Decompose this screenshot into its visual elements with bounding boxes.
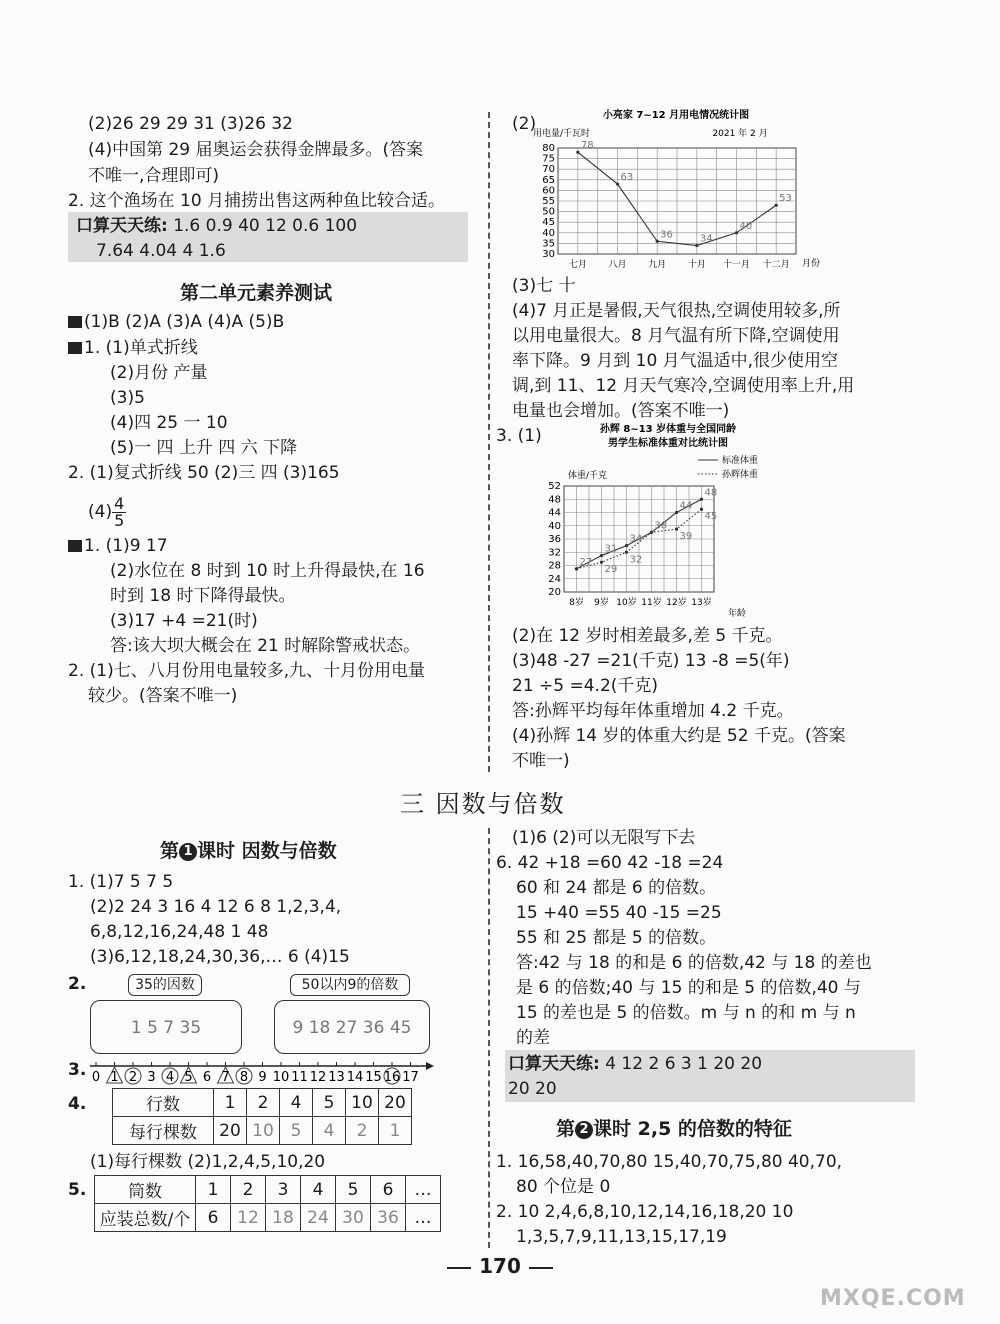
answer-line: (2)2 24 3 16 4 12 6 8 1,2,3,4, [90, 897, 342, 917]
table-cell: 4 [313, 1117, 346, 1145]
chart-data-point [675, 527, 678, 530]
chart-x-tick-label: 9岁 [594, 598, 609, 608]
chart-data-point [675, 511, 678, 514]
answer-line: 1. (1)单式折线 [68, 336, 198, 360]
answer-line: 调,到 11、12 月天气寒冷,空调使用率上升,用 [512, 376, 855, 396]
answer-line: 1. 16,58,40,70,80 15,40,70,75,80 40,70, [496, 1152, 843, 1172]
table-cell: 1 [379, 1117, 412, 1145]
chart-y-tick-label: 70 [542, 164, 555, 176]
answer-line: 2. 10 2,4,6,8,10,12,14,16,18,20 10 [496, 1202, 794, 1222]
table-cell: 4 [301, 1176, 336, 1204]
answer-line: (4)四 25 一 10 [110, 413, 228, 433]
chart-x-tick-label: 九月 [648, 260, 667, 270]
weight-chart [538, 420, 788, 620]
chart-data-point [775, 204, 778, 207]
watermark-logo [800, 1238, 990, 1316]
column-divider-top [488, 112, 490, 772]
answer-line: 3. (1) [496, 426, 542, 446]
number-line-label: 3 [147, 1070, 156, 1085]
chart-data-point [576, 151, 579, 154]
chart-data-point [735, 231, 738, 234]
chart-y-tick-label: 52 [548, 481, 561, 492]
answer-line: (1)6 (2)可以无限写下去 [512, 828, 696, 848]
chart-data-point [700, 498, 703, 501]
chart-x-axis-label: 年龄 [728, 609, 747, 619]
number-line-arrow-icon [426, 1062, 434, 1070]
table-cell: … [406, 1204, 441, 1232]
chart-data-label: 48 [704, 487, 718, 499]
answer-line: 1. (1)9 17 [68, 534, 168, 558]
chart-y-tick-label: 40 [542, 227, 555, 239]
chart-title: 孙辉 8~13 岁体重与全国同龄 [599, 424, 737, 435]
chart-y-tick-label: 20 [548, 587, 561, 598]
legend-entry: 标准体重 [722, 456, 759, 466]
chart-data-point [700, 508, 703, 511]
number-line-label: 11 [291, 1070, 308, 1085]
number-line-label: 17 [402, 1070, 419, 1085]
lesson-number-badge: 2 [575, 1121, 593, 1139]
unit-title: 三 因数与倍数 [400, 790, 566, 818]
chart-y-tick-label: 28 [548, 560, 561, 572]
multiples-set-label: 50以内9的倍数 [290, 974, 410, 996]
answer-line: 1,3,5,7,9,11,13,15,17,19 [516, 1227, 727, 1247]
table-cell: 30 [336, 1204, 371, 1232]
chart-data-label: 34 [629, 533, 643, 545]
chart-x-tick-label: 10岁 [616, 598, 637, 608]
chart-subtitle: 男学生标准体重对比统计图 [608, 438, 728, 449]
number-line-label: 16 [383, 1070, 401, 1085]
table-cell: 6 [196, 1204, 231, 1232]
chart-y-tick-label: 30 [542, 249, 555, 260]
chart-data-label: 63 [620, 172, 634, 184]
chart-x-tick-label: 七月 [568, 260, 587, 270]
number-line-label: 5 [184, 1070, 193, 1085]
chart-data-label: 53 [779, 193, 792, 205]
chart-x-axis-label: 月份 [802, 259, 821, 269]
answer-line: 以用电量很大。8 月气温有所下降,空调使用 [512, 326, 840, 346]
section-two-marker-icon [68, 342, 82, 354]
answer-line: (3)48 -27 =21(千克) 13 -8 =5(年) [512, 651, 790, 671]
answer-line: 时到 18 时下降得最快。 [110, 586, 296, 606]
oral-practice-label: 口算天天练: [76, 216, 168, 236]
chart-data-label: 40 [739, 220, 753, 232]
table-cell: 3 [266, 1176, 301, 1204]
number-line-label: 4 [165, 1070, 175, 1085]
answer-line: (2)水位在 8 时到 10 时上升得最快,在 16 [110, 561, 425, 581]
chart-y-tick-label: 55 [542, 196, 555, 207]
table-cell: 2 [231, 1176, 266, 1204]
oral-practice-line: 20 20 [508, 1079, 557, 1099]
chart-y-tick-label: 40 [548, 520, 561, 532]
answer-line: (3)七 十 [512, 276, 576, 296]
table-cell: 1 [214, 1089, 247, 1117]
lesson-title: 第 1 课时 因数与倍数 [160, 840, 337, 862]
chart-y-axis-label: 用电量/千瓦时 [533, 129, 591, 139]
question-number: 4. [68, 1094, 87, 1114]
answer-line: (2) [512, 114, 537, 134]
answer-line: 2. (1)七、八月份用电量较多,九、十月份用电量 [68, 661, 426, 681]
chart-y-tick-label: 48 [548, 494, 561, 506]
number-line-label: 15 [365, 1070, 382, 1085]
chart-data-point [650, 531, 653, 534]
chart-data-point [695, 244, 698, 247]
table-cell: 6 [371, 1176, 406, 1204]
answer-line: 21 ÷5 =4.2(千克) [512, 676, 659, 696]
lesson-number-badge: 1 [179, 843, 197, 861]
answer-line: (3)5 [110, 388, 145, 408]
chart-title: 小亮家 7~12 月用电情况统计图 [602, 110, 750, 121]
chart-y-tick-label: 32 [548, 547, 561, 559]
chart-x-tick-label: 十月 [687, 260, 706, 270]
chart-y-tick-label: 65 [542, 174, 555, 186]
answer-line: 80 个位是 0 [516, 1177, 611, 1197]
chart-data-point [656, 240, 659, 243]
chart-y-tick-label: 50 [542, 206, 555, 218]
chart-x-tick-label: 11岁 [641, 598, 662, 608]
chart-x-tick-label: 13岁 [691, 598, 712, 608]
answer-line: (5)一 四 上升 四 六 下降 [110, 438, 298, 458]
chart-y-tick-label: 44 [548, 507, 561, 519]
answer-line: (1)B (2)A (3)A (4)A (5)B [68, 310, 284, 334]
table-cell: 2 [247, 1089, 280, 1117]
fraction: $\frac{4}{5}$ [114, 493, 125, 530]
chart-data-point [616, 182, 619, 185]
table-cell: 20 [379, 1089, 412, 1117]
answer-line: (4) $\frac{4}{5}$ [88, 493, 125, 530]
chart-data-label: 39 [679, 531, 693, 543]
number-line-label: 14 [346, 1070, 364, 1085]
answer-line: (3)17 +4 =21(时) [110, 611, 258, 631]
oral-practice-line: 口算天天练: 1.6 0.9 40 12 0.6 100 [76, 216, 358, 236]
chart-x-tick-label: 十二月 [762, 260, 790, 270]
answer-line: (2)在 12 岁时相差最多,差 5 千克。 [512, 626, 783, 646]
question-number: 3. [68, 1060, 87, 1080]
chart-data-label: 29 [604, 564, 618, 576]
chart-y-axis-label: 体重/千克 [568, 471, 608, 481]
table-cell: 20 [214, 1117, 247, 1145]
chart-x-tick-label: 十一月 [722, 260, 751, 270]
answer-line: 2. 这个渔场在 10 月捕捞出售这两种鱼比较合适。 [68, 191, 446, 211]
chart-y-tick-label: 24 [548, 573, 561, 585]
number-line-label: 9 [258, 1070, 267, 1085]
answer-line: 2. (1)复式折线 50 (2)三 四 (3)165 [68, 463, 340, 483]
cans-table [94, 1175, 441, 1232]
chart-y-tick-label: 35 [542, 238, 555, 250]
chart-x-tick-label: 八月 [608, 260, 627, 270]
chart-data-label: 36 [660, 229, 673, 241]
answer-line: 的差 [516, 1028, 550, 1048]
chart-data-point [625, 544, 628, 547]
table-cell: … [406, 1176, 441, 1204]
answer-line: (3)6,12,18,24,30,36,… 6 (4)15 [90, 947, 350, 967]
answer-line: 60 和 24 都是 6 的倍数。 [516, 878, 717, 898]
number-line-label: 6 [202, 1070, 212, 1085]
oral-practice-line: 口算天天练: 4 12 2 6 3 1 20 20 [508, 1054, 763, 1074]
answer-line: (4)7 月正是暑假,天气很热,空调使用较多,所 [512, 301, 841, 321]
chart-y-tick-label: 80 [542, 143, 555, 154]
table-header-cell: 应装总数/个 [95, 1204, 196, 1232]
chart-data-label: 44 [679, 500, 693, 512]
lesson-title: 第 2 课时 2,5 的倍数的特征 [556, 1118, 792, 1140]
answer-line: (2)月份 产量 [110, 363, 208, 383]
watermark-text: MXQE.COM [820, 1286, 966, 1311]
chart-data-point [600, 561, 603, 564]
section-three-marker-icon [68, 540, 82, 552]
table-header-cell: 行数 [113, 1089, 214, 1117]
number-line-label: 12 [309, 1070, 327, 1085]
table-cell: 18 [266, 1204, 301, 1232]
table-cell: 10 [247, 1117, 280, 1145]
answer-line: 答:该大坝大概会在 21 时解除警戒状态。 [110, 636, 421, 656]
table-cell: 5 [313, 1089, 346, 1117]
chart-subtitle: 2021 年 2 月 [712, 129, 768, 139]
page-number: 170 [430, 1252, 570, 1280]
table-cell: 24 [301, 1204, 336, 1232]
electricity-chart [526, 106, 826, 272]
table-header-cell: 每行棵数 [113, 1117, 214, 1145]
number-line-label: 8 [239, 1070, 249, 1085]
section-title: 第二单元素养测试 [180, 282, 333, 304]
chart-data-label: 27 [579, 556, 593, 568]
number-line-label: 2 [128, 1070, 138, 1085]
chart-data-point [600, 554, 603, 557]
chart-data-label: 31 [604, 543, 618, 555]
multiples-set-values: 9 18 27 36 45 [292, 1018, 412, 1038]
column-divider-bottom [488, 828, 490, 1248]
oral-practice-line: 7.64 4.04 4 1.6 [96, 241, 226, 261]
answer-line: 率下降。9 月到 10 月气温适中,很少使用空 [512, 351, 839, 371]
table-cell: 4 [280, 1089, 313, 1117]
number-line-label: 7 [221, 1070, 230, 1085]
answer-line: (1)每行棵数 (2)1,2,4,5,10,20 [90, 1152, 326, 1172]
answer-line: 不唯一) [512, 751, 570, 771]
section-one-marker-icon [68, 316, 82, 328]
factors-set-values: 1 5 7 35 [130, 1018, 202, 1038]
answer-line: 15 的差也是 5 的倍数。m 与 n 的和 m 与 n [516, 1003, 856, 1023]
answer-line: (4)孙辉 14 岁的体重大约是 52 千克。(答案 [512, 726, 846, 746]
chart-data-label: 78 [580, 140, 594, 152]
chart-y-tick-label: 36 [548, 534, 561, 545]
chart-x-tick-label: 8岁 [569, 598, 584, 608]
chart-y-tick-label: 45 [542, 217, 555, 229]
chart-data-label: 32 [629, 554, 643, 566]
table-cell: 10 [346, 1089, 379, 1117]
chart-x-tick-label: 12岁 [666, 598, 687, 608]
legend-entry: 孙辉体重 [722, 470, 759, 480]
answer-line: 55 和 25 都是 5 的倍数。 [516, 928, 717, 948]
chart-y-tick-label: 60 [542, 185, 555, 197]
table-cell: 1 [196, 1176, 231, 1204]
number-line-label: 10 [272, 1070, 290, 1085]
answer-line: 较少。(答案不唯一) [88, 686, 238, 706]
number-line [86, 1056, 436, 1086]
answer-line: 1. (1)7 5 7 5 [68, 872, 174, 892]
chart-data-point [625, 551, 628, 554]
chart-data-label: 45 [704, 511, 718, 523]
number-line-label: 13 [328, 1070, 345, 1085]
answer-line: 6,8,12,16,24,48 1 48 [90, 922, 269, 942]
table-cell: 2 [346, 1117, 379, 1145]
question-number: 5. [68, 1180, 87, 1200]
chart-data-label: 34 [699, 233, 713, 245]
factors-set-label: 35的因数 [128, 974, 202, 996]
answer-line: (2)26 29 29 31 (3)26 32 [88, 114, 293, 134]
answer-line: 答:孙辉平均每年体重增加 4.2 千克。 [512, 701, 794, 721]
answer-line: 不唯一,合理即可) [88, 166, 220, 186]
table-header-cell: 筒数 [95, 1176, 196, 1204]
answer-line: 答:42 与 18 的和是 6 的倍数,42 与 18 的差也 [516, 953, 872, 973]
question-number: 2. [68, 974, 87, 994]
chart-data-label: 38 [654, 520, 668, 532]
table-cell: 5 [336, 1176, 371, 1204]
chart-y-tick-label: 75 [542, 153, 555, 165]
oral-practice-label: 口算天天练: [508, 1054, 600, 1074]
answer-line: (4)中国第 29 届奥运会获得金牌最多。(答案 [88, 140, 424, 160]
table-cell: 5 [280, 1117, 313, 1145]
answer-line: 是 6 的倍数;40 与 15 的和是 5 的倍数,40 与 [516, 978, 861, 998]
chart-data-point [575, 567, 578, 570]
answer-line: 15 +40 =55 40 -15 =25 [516, 903, 722, 923]
rows-trees-table [112, 1088, 412, 1145]
answer-line: 6. 42 +18 =60 42 -18 =24 [496, 853, 724, 873]
table-cell: 36 [371, 1204, 406, 1232]
answer-line: 电量也会增加。(答案不唯一) [512, 401, 730, 421]
table-cell: 12 [231, 1204, 266, 1232]
number-line-label: 1 [110, 1070, 119, 1085]
number-line-label: 0 [91, 1070, 101, 1085]
